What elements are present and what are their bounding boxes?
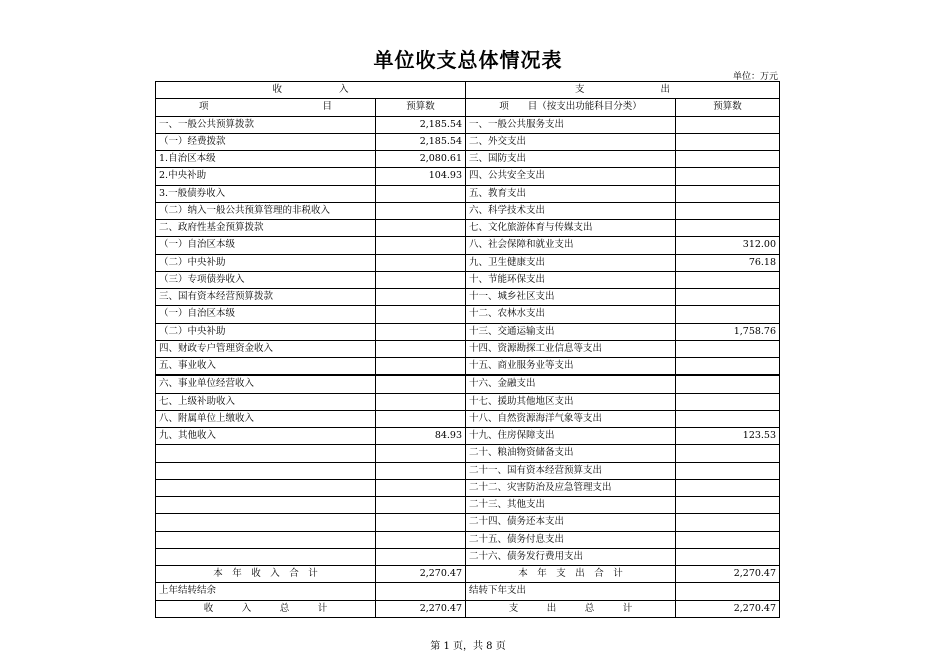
expense-budget-cell	[676, 289, 780, 306]
expense-item-cell: 九、卫生健康支出	[466, 254, 676, 271]
table-row	[156, 289, 780, 306]
income-budget-cell	[376, 410, 466, 427]
expense-item-cell: 六、科学技术支出	[466, 202, 676, 219]
expense-budget-header: 预算数	[676, 99, 780, 116]
expense-item-cell: 十七、援助其他地区支出	[466, 393, 676, 410]
expense-item-cell: 十五、商业服务业等支出	[466, 358, 676, 376]
expense-budget-cell: 123.53	[676, 428, 780, 445]
table-row	[156, 462, 780, 479]
income-item-cell: （一）经费拨款	[156, 133, 376, 150]
income-item-cell: 二、政府性基金预算拨款	[156, 220, 376, 237]
expense-budget-cell	[676, 410, 780, 427]
income-item-cell: 五、事业收入	[156, 358, 376, 376]
expense-budget-cell	[676, 340, 780, 357]
income-item-cell: 六、事业单位经营收入	[156, 375, 376, 393]
income-item-cell: （二）纳入一般公共预算管理的非税收入	[156, 202, 376, 219]
expense-item-cell: 十二、农林水支出	[466, 306, 676, 323]
income-budget-cell	[376, 323, 466, 340]
table-row	[156, 410, 780, 427]
table-row	[156, 306, 780, 323]
expense-item-cell: 七、文化旅游体育与传媒支出	[466, 220, 676, 237]
income-item-cell: 八、附属单位上缴收入	[156, 410, 376, 427]
income-item-cell: 九、其他收入	[156, 428, 376, 445]
income-budget-cell	[376, 548, 466, 565]
income-item-cell	[156, 497, 376, 514]
total-row	[156, 566, 780, 583]
header-row-2	[156, 99, 780, 116]
expense-budget-cell	[676, 375, 780, 393]
income-item-cell: 四、财政专户管理资金收入	[156, 340, 376, 357]
income-budget-cell	[376, 531, 466, 548]
income-budget-cell: 2,270.47	[376, 566, 466, 583]
income-budget-cell: 104.93	[376, 168, 466, 185]
expense-item-cell: 二十六、债务发行费用支出	[466, 548, 676, 565]
income-budget-cell: 2,185.54	[376, 133, 466, 150]
income-budget-cell	[376, 358, 466, 376]
income-item-cell: 上年结转结余	[156, 583, 376, 600]
table-row	[156, 531, 780, 548]
page-footer: 第 1 页，共 8 页	[430, 641, 506, 652]
income-item-header: 项 目	[156, 99, 376, 116]
expense-item-cell: 四、公共安全支出	[466, 168, 676, 185]
table-row	[156, 202, 780, 219]
expense-item-cell: 十六、金融支出	[466, 375, 676, 393]
expense-budget-cell	[676, 531, 780, 548]
table-row	[156, 514, 780, 531]
income-budget-cell	[376, 237, 466, 254]
expense-budget-cell: 76.18	[676, 254, 780, 271]
expense-header: 支 出	[466, 82, 780, 99]
income-item-cell: 七、上级补助收入	[156, 393, 376, 410]
table-row	[156, 358, 780, 376]
income-budget-cell	[376, 306, 466, 323]
expense-item-cell: 本 年 支 出 合 计	[466, 566, 676, 583]
expense-budget-cell	[676, 116, 780, 133]
table-row	[156, 254, 780, 271]
income-item-cell	[156, 479, 376, 496]
table-row	[156, 548, 780, 565]
income-budget-cell	[376, 185, 466, 202]
expense-item-cell: 八、社会保障和就业支出	[466, 237, 676, 254]
table-row	[156, 428, 780, 445]
expense-budget-cell	[676, 358, 780, 376]
income-budget-cell	[376, 289, 466, 306]
expense-budget-cell	[676, 583, 780, 600]
table-row	[156, 393, 780, 410]
income-budget-cell: 84.93	[376, 428, 466, 445]
income-budget-cell	[376, 497, 466, 514]
income-budget-cell: 2,185.54	[376, 116, 466, 133]
table-row	[156, 133, 780, 150]
income-budget-cell	[376, 340, 466, 357]
table-row	[156, 340, 780, 357]
page-title: 单位收支总体情况表	[373, 48, 563, 72]
expense-item-cell: 十、节能环保支出	[466, 271, 676, 288]
income-item-cell: （一）自治区本级	[156, 306, 376, 323]
income-budget-cell	[376, 514, 466, 531]
expense-item-cell: 二十一、国有资本经营预算支出	[466, 462, 676, 479]
income-item-cell: 2.中央补助	[156, 168, 376, 185]
table-row	[156, 151, 780, 168]
expense-item-cell: 二十、粮油物资储备支出	[466, 445, 676, 462]
income-item-cell: 1.自治区本级	[156, 151, 376, 168]
expense-budget-cell	[676, 548, 780, 565]
income-item-cell	[156, 445, 376, 462]
expense-budget-cell	[676, 220, 780, 237]
expense-budget-cell	[676, 306, 780, 323]
income-budget-cell	[376, 393, 466, 410]
table-row	[156, 479, 780, 496]
unit-label: 单位：万元	[732, 72, 778, 82]
income-budget-cell	[376, 375, 466, 393]
expense-budget-cell	[676, 151, 780, 168]
expense-budget-cell: 2,270.47	[676, 600, 780, 617]
expense-item-cell: 十三、交通运输支出	[466, 323, 676, 340]
expense-item-cell: 二十三、其他支出	[466, 497, 676, 514]
income-budget-cell: 2,080.61	[376, 151, 466, 168]
income-item-cell: （三）专项债券收入	[156, 271, 376, 288]
expense-budget-cell	[676, 185, 780, 202]
income-budget-header: 预算数	[376, 99, 466, 116]
income-budget-cell: 2,270.47	[376, 600, 466, 617]
expense-item-cell: 一、一般公共服务支出	[466, 116, 676, 133]
income-budget-cell	[376, 202, 466, 219]
expense-item-cell: 十九、住房保障支出	[466, 428, 676, 445]
income-item-cell	[156, 514, 376, 531]
expense-budget-cell: 1,758.76	[676, 323, 780, 340]
expense-budget-cell: 312.00	[676, 237, 780, 254]
income-item-cell: （一）自治区本级	[156, 237, 376, 254]
expense-item-cell: 十八、自然资源海洋气象等支出	[466, 410, 676, 427]
header-row-1	[156, 82, 780, 99]
expense-budget-cell	[676, 168, 780, 185]
income-item-cell: 三、国有资本经营预算拨款	[156, 289, 376, 306]
income-budget-cell	[376, 445, 466, 462]
expense-item-cell: 二十四、债务还本支出	[466, 514, 676, 531]
expense-budget-cell: 2,270.47	[676, 566, 780, 583]
table-row	[156, 185, 780, 202]
table-row	[156, 323, 780, 340]
table-row	[156, 271, 780, 288]
income-budget-cell	[376, 271, 466, 288]
income-item-cell	[156, 548, 376, 565]
expense-item-cell: 二十二、灾害防治及应急管理支出	[466, 479, 676, 496]
expense-budget-cell	[676, 133, 780, 150]
expense-item-cell: 十四、资源勘探工业信息等支出	[466, 340, 676, 357]
income-budget-cell	[376, 220, 466, 237]
table-row	[156, 497, 780, 514]
expense-budget-cell	[676, 445, 780, 462]
expense-budget-cell	[676, 479, 780, 496]
income-item-cell: （二）中央补助	[156, 254, 376, 271]
income-item-cell	[156, 531, 376, 548]
income-item-cell: 3.一般债券收入	[156, 185, 376, 202]
total-row	[156, 600, 780, 617]
expense-budget-cell	[676, 393, 780, 410]
expense-budget-cell	[676, 514, 780, 531]
income-header: 收 入	[156, 82, 466, 99]
expense-budget-cell	[676, 271, 780, 288]
table-row	[156, 237, 780, 254]
table-row	[156, 168, 780, 185]
expense-budget-cell	[676, 202, 780, 219]
income-budget-cell	[376, 254, 466, 271]
expense-item-cell: 二十五、债务付息支出	[466, 531, 676, 548]
table-row	[156, 375, 780, 393]
income-budget-cell	[376, 479, 466, 496]
expense-item-cell: 三、国防支出	[466, 151, 676, 168]
income-item-cell	[156, 462, 376, 479]
expense-item-cell: 五、教育支出	[466, 185, 676, 202]
expense-item-cell: 支 出 总 计	[466, 600, 676, 617]
income-budget-cell	[376, 583, 466, 600]
expense-budget-cell	[676, 497, 780, 514]
income-budget-cell	[376, 462, 466, 479]
income-item-cell: 本 年 收 入 合 计	[156, 566, 376, 583]
income-item-cell: 一、一般公共预算拨款	[156, 116, 376, 133]
expense-item-cell: 十一、城乡社区支出	[466, 289, 676, 306]
expense-item-header: 项 目（按支出功能科目分类）	[466, 99, 676, 116]
expense-item-cell: 二、外交支出	[466, 133, 676, 150]
income-item-cell: （二）中央补助	[156, 323, 376, 340]
table-row	[156, 220, 780, 237]
expense-item-cell: 结转下年支出	[466, 583, 676, 600]
total-row	[156, 583, 780, 600]
income-item-cell: 收 入 总 计	[156, 600, 376, 617]
expense-budget-cell	[676, 462, 780, 479]
table-row	[156, 116, 780, 133]
income-expense-table	[155, 81, 780, 618]
table-row	[156, 445, 780, 462]
